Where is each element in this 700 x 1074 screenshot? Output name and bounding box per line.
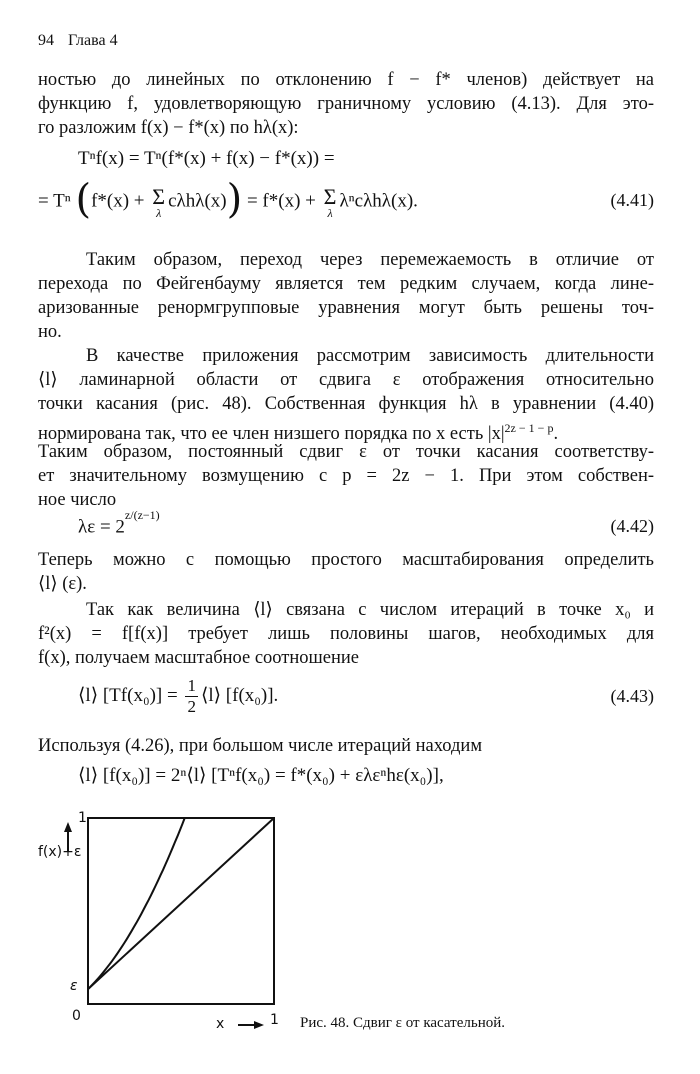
figure-48 xyxy=(38,808,338,1038)
text-span: нормирована так, что ее член низшего порядка по x есть |x| xyxy=(38,424,505,445)
equation-number: (4.43) xyxy=(610,686,654,706)
chapter-title: Глава 4 xyxy=(68,32,118,49)
figure-plot xyxy=(38,808,338,1038)
text-line: ное число xyxy=(38,490,117,510)
eq-part: cλhλ(x) xyxy=(168,190,227,212)
eq-part: ⟨l⟩ [Tf(x₀)] = xyxy=(78,684,183,706)
text-line: Таким образом, переход через перемежаемость в отличие от xyxy=(86,250,654,270)
eq-part: λε = 2 xyxy=(78,516,125,538)
x-axis-label: x xyxy=(216,1016,225,1032)
text-line: перехода по Фейгенбауму является тем редким случаем, когда лине- xyxy=(38,274,654,294)
shifted-diagonal-line xyxy=(88,818,274,989)
text-line: Используя (4.26), при большом числе итераций находим xyxy=(38,736,483,756)
equation-4-42 xyxy=(78,508,160,538)
eq-part: f*(x) + xyxy=(91,190,150,212)
equation-4-43 xyxy=(78,676,278,717)
text-line: го разложим f(x) − f*(x) по hλ(x): xyxy=(38,118,299,138)
equation-4-41-line2 xyxy=(38,176,418,223)
text-line: Теперь можно с помощью простого масштабирования определить xyxy=(38,550,654,570)
y-axis-label: f(x)+ε xyxy=(38,844,82,860)
text-line: ностью до линейных по отклонению f − f* членов) действует на xyxy=(38,70,654,90)
sum-symbol: Σ λ xyxy=(323,184,337,220)
eq-part: λⁿcλhλ(x). xyxy=(339,190,418,212)
eq-part: = Tⁿ xyxy=(38,190,71,212)
page-number: 94 xyxy=(38,32,54,49)
text-line: Таким образом, постоянный сдвиг ε от точки касания соответству- xyxy=(38,442,654,462)
sum-symbol: Σ λ xyxy=(152,184,166,220)
y-top-label: 1 xyxy=(78,810,87,826)
epsilon-label: ε xyxy=(70,978,78,994)
text-line: f(x), получаем масштабное соотношение xyxy=(38,648,359,668)
left-paren: ( xyxy=(75,176,92,223)
right-paren: ) xyxy=(226,176,243,223)
text-line: но. xyxy=(38,322,62,342)
text-line: В качестве приложения рассмотрим зависимость длительности xyxy=(86,346,654,366)
x-arrow-head xyxy=(254,1021,264,1029)
text-line: ⟨l⟩ (ε). xyxy=(38,574,87,594)
plot-frame xyxy=(88,818,274,1004)
figure-caption: Рис. 48. Сдвиг ε от касательной. xyxy=(300,1015,506,1031)
equation-number: (4.42) xyxy=(610,516,654,536)
x-right-label: 1 xyxy=(270,1012,279,1028)
y-arrow-head xyxy=(64,822,72,832)
eq-part: ⟨l⟩ [f(x₀)]. xyxy=(200,684,279,706)
text-line: Так как величина ⟨l⟩ связана с числом итераций в точке x₀ и xyxy=(86,600,654,620)
text-line: функцию f, удовлетворяющую граничному условию (4.13). Для это- xyxy=(38,94,654,114)
equation-final: ⟨l⟩ [f(x₀)] = 2ⁿ⟨l⟩ [Tⁿf(x₀) = f*(x₀) + ελεⁿhε(x₀)], xyxy=(78,765,444,786)
equation-number: (4.41) xyxy=(610,190,654,210)
text-line: ⟨l⟩ ламинарной области от сдвига ε отображения относительно xyxy=(38,370,654,390)
text-line: f²(x) = f[f(x)] требует лишь половины шагов, необходимых для xyxy=(38,624,654,644)
text-line: ет значительному возмущению с p = 2z − 1. При этом собствен- xyxy=(38,466,654,486)
eq-part: = f*(x) + xyxy=(246,190,321,212)
map-curve xyxy=(88,818,185,989)
equation-4-41-line1: Tⁿf(x) = Tⁿ(f*(x) + f(x) − f*(x)) = xyxy=(78,148,335,169)
origin-label: 0 xyxy=(72,1008,81,1024)
text-line: аризованные ренормгрупповые уравнения могут быть решены точ- xyxy=(38,298,654,318)
exponent: 2z − 1 − p xyxy=(504,421,554,435)
fraction: $\frac{1}{2}$ xyxy=(187,676,196,716)
exponent: z/(z−1) xyxy=(124,508,160,522)
text-line: точки касания (рис. 48). Собственная функция hλ в уравнении (4.40) xyxy=(38,394,654,414)
page-header xyxy=(38,32,118,50)
text-line: нормирована так, что ее член низшего порядка по x есть $|x|^{2z - 1 - p}$. xyxy=(38,421,559,445)
